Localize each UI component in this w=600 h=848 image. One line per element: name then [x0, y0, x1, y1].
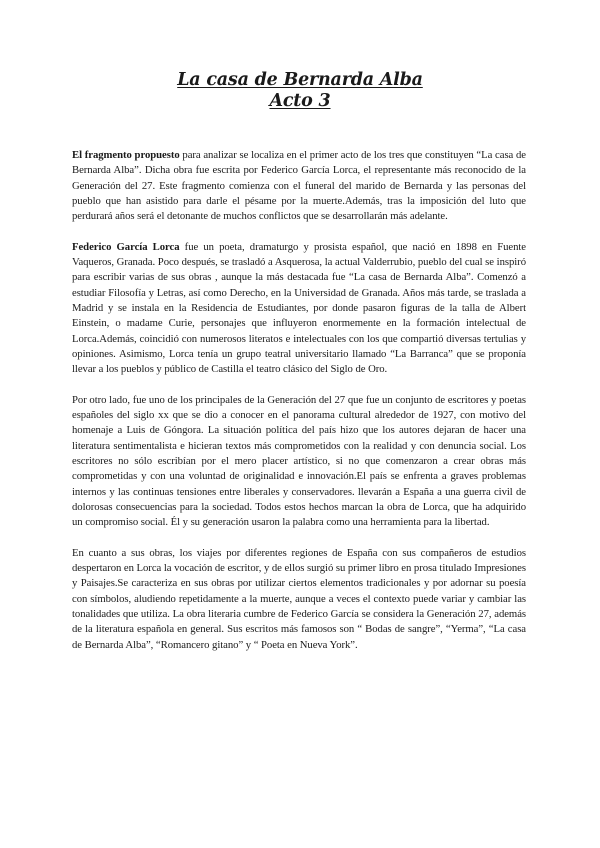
document-title: La casa de Bernarda Alba	[177, 70, 423, 90]
title-block	[0, 70, 600, 112]
paragraph-text: En cuanto a sus obras, los viajes por diferentes regiones de España con sus compañeros de estudios despertaron en Lorca la vocación de escritor, y de ellos surgió su primer libro en prosa titulado Impresiones y Paisajes.Se caracteriza en sus obras por utilizar ciertos elementos tradicionales y por adornar su poesía con símbolos, aludiendo repetidamente a la muerte, aunque a veces el contexto puede variar y cambiar las tonalidades que utiliza. La obra literaria cumbre de Federico García se considera la Generación 27, además de la literatura española en general. Sus escritos más famosos son “ Bodas de sangre”, “Yerma”, “La casa de Bernarda Alba”, “Romancero gitano” y “ Poeta en Nueva York”.	[72, 546, 526, 651]
paragraph-author	[72, 240, 526, 378]
paragraph-lead: El fragmento propuesto	[72, 149, 180, 161]
paragraph-text: fue un poeta, dramaturgo y prosista español, que nació en 1898 en Fuente Vaqueros, Granada. Poco después, se trasladó a Asquerosa, la actual Valderrubio, pueblo del cual se inspiró para escribir varias de sus obras , aunque la más destacada fue “La casa de Bernarda Alba”. Comenzó a estudiar Filosofía y Letras, así como Derecho, en la Universidad de Granada. Años más tarde, se traslada a Madrid y se instala en la Residencia de Estudiantes, por donde pasaron figuras de la talla de Albert Einstein, o madame Curie, personajes que influyeron enormemente en la formación intelectual de Lorca.Además, coincidió con numerosos literatos e intelectuales con los que compartió diversas tertulias y opiniones. Asimismo, Lorca tenía un grupo teatral universitario llamado “La Barranca” que se proponía llevar a los pueblos y público de Castilla el teatro clásico del Siglo de Oro.	[72, 240, 526, 376]
document-subtitle: Acto 3	[269, 91, 331, 111]
paragraph-lead: Federico García Lorca	[72, 240, 180, 253]
paragraph-intro	[72, 148, 526, 224]
paragraph-works	[72, 546, 526, 653]
paragraph-generation	[72, 393, 526, 531]
paragraph-text: Por otro lado, fue uno de los principales de la Generación del 27 que fue un conjunto de escritores y poetas españoles del siglo xx que se dio a conocer en el panorama cultural alrededor de 1927, con motivo del homenaje a Luis de Góngora. La situación política del país hizo que los autores dejaran de hacer una literatura sentimentalista e hicieran textos más comprometidos con la realidad y con denuncia social. Los escritores no sólo escribían por el mero placer artístico, si no que comenzaron a crear obras más comprometidas y con una voluntad de originalidad e innovación.El país se enfrenta a graves problemas internos y las continuas tensiones entre liberales y conservadores. llevarán a España a una guerra civil de dolorosas consecuencias para la sociedad. Todos estos hechos marcan la obra de Lorca, que ha adquirido un compromiso social. Él y su generación usaron la palabra como una herramienta para la libertad.	[72, 393, 526, 529]
paragraph-text: para analizar se localiza en el primer acto de los tres que constituyen “La casa de Bernarda Alba”. Dicha obra fue escrita por Federico García Lorca, el representante más reconocido de la Generación del 27. Este fragmento comienza con el funeral del marido de Bernarda y las personas del pueblo que han asistido para darle el pésame por la muerte.Además, tras la imposición del luto que perdurará años será el detonante de muchos conflictos que se desarrollarán más adelante.	[72, 149, 526, 223]
document-body	[72, 148, 526, 668]
